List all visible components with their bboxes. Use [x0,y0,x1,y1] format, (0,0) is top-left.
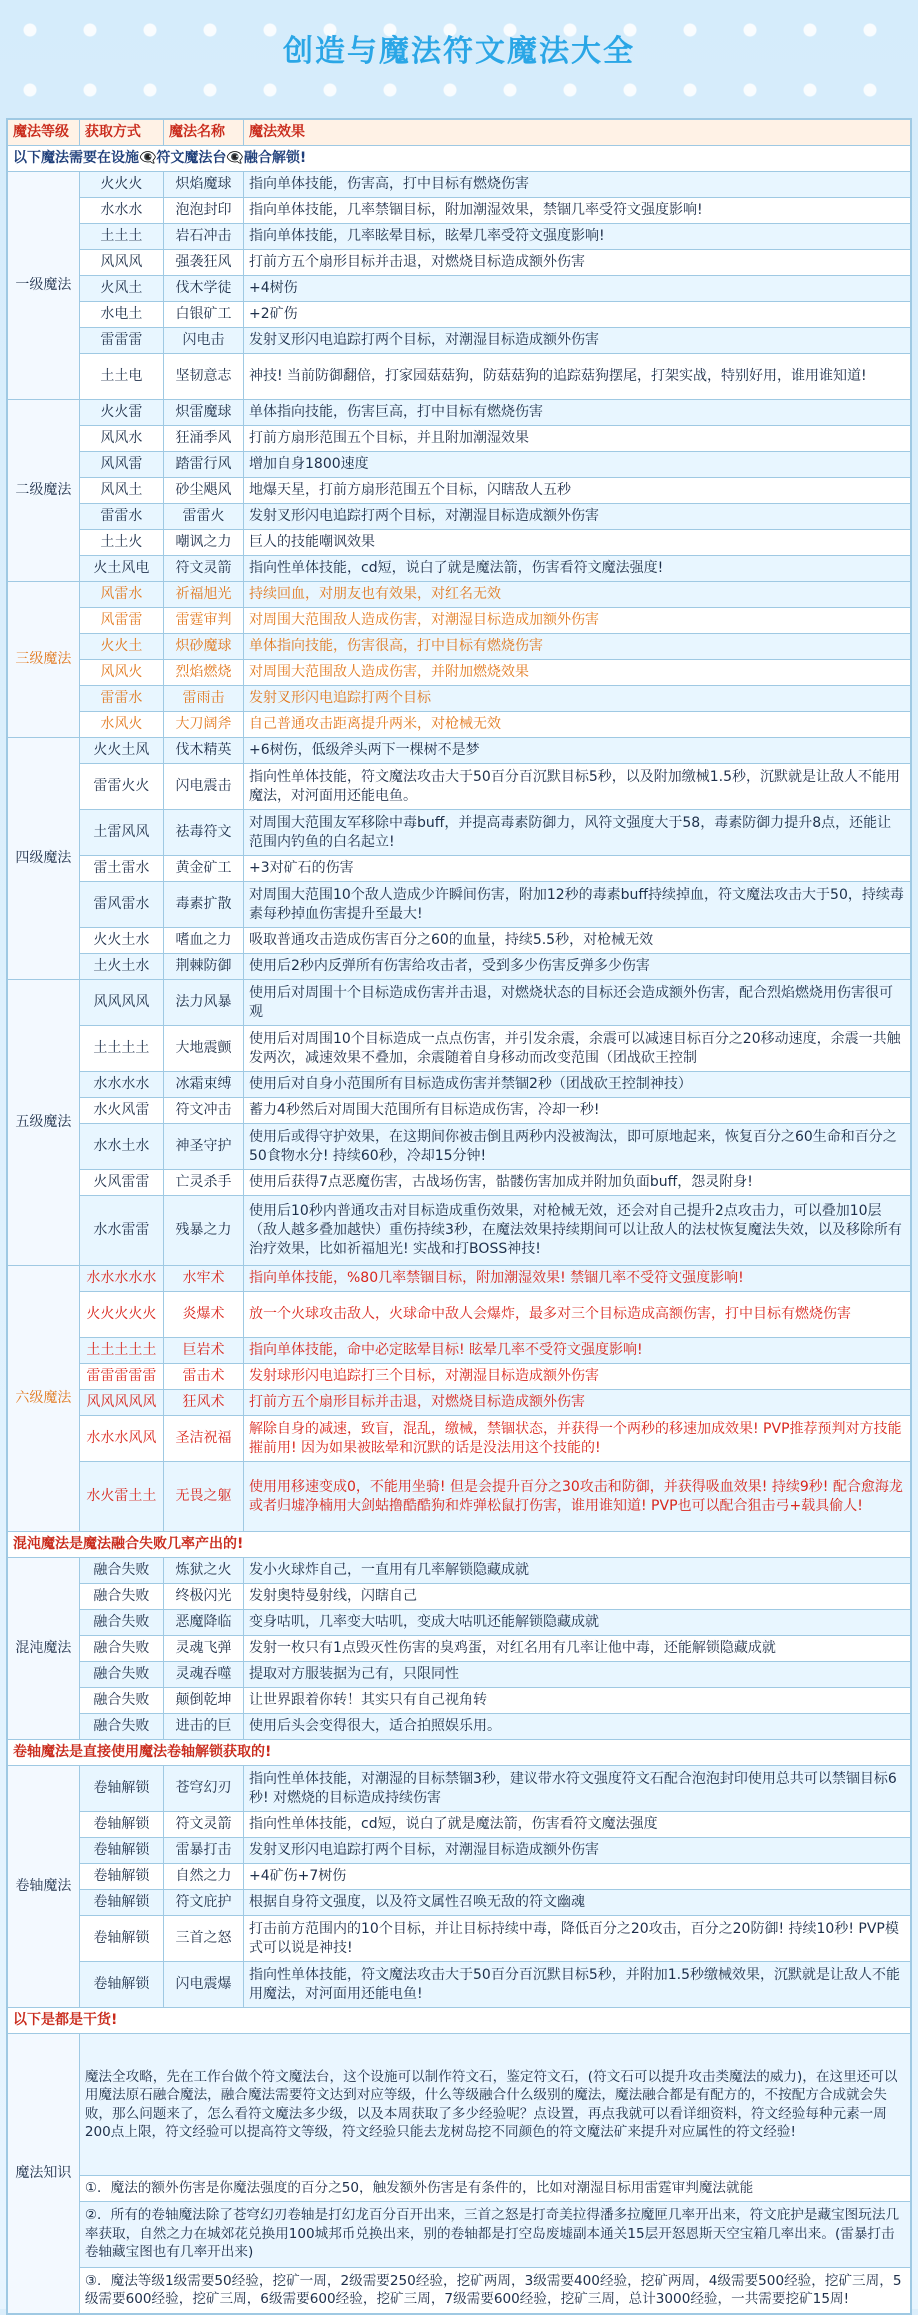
spell-name-cell: 灵魂吞噬 [163,1662,243,1688]
recipe-cell: 风雷水 [79,582,163,608]
recipe-cell: 土土土 [79,224,163,250]
spell-name-cell: 符文庇护 [163,1890,243,1916]
recipe-cell: 风风风风 [79,980,163,1026]
spell-name-cell: 炎爆术 [163,1292,243,1338]
spell-effect-cell: 指向单体技能，几率眩晕目标，眩晕几率受符文强度影响! [244,224,911,250]
spell-name-cell: 祛毒符文 [163,810,243,856]
spell-effect-cell: 发射叉形闪电追踪打两个目标 [244,686,911,712]
spell-effect-cell: 吸取普通攻击造成伤害百分之60的血量，持续5.5秒，对枪械无效 [244,928,911,954]
table-row [8,1766,911,1812]
spell-name-cell: 坚韧意志 [163,354,243,400]
spell-name-cell: 闪电击 [163,328,243,354]
spell-name-cell: 白银矿工 [163,302,243,328]
recipe-cell: 雷雷水 [79,504,163,530]
spell-name-cell: 毒素扩散 [163,882,243,928]
spell-effect-cell: 指向性单体技能，对潮湿的目标禁锢3秒，建议带水符文强度符文石配合泡泡封印使用总共可以禁锢目标6秒! 对燃烧的目标造成持续伤害 [244,1766,911,1812]
table-row [8,1124,911,1170]
table-row [8,1890,911,1916]
knowledge-row [8,2201,911,2267]
knowledge-paragraph: ②．所有的卷轴魔法除了苍穹幻刃卷轴是打幻龙百分百开出来，三首之怒是打奇美拉得潘多拉魔匣几率开出来，符文庇护是藏宝图玩法几率获取，自然之力在城郊花兑换用100城邦币兑换出来，别的卷轴都是打空岛废墟副本通关15层开怒恩斯天空宝箱几率出来。(雷暴打击卷轴藏宝图也有几率开出来) [79,2201,910,2267]
table-row [8,1292,911,1338]
spell-effect-cell: 巨人的技能嘲讽效果 [244,530,911,556]
spell-name-cell: 炽焰魔球 [163,172,243,198]
section-notice-row [8,1532,911,1558]
spell-effect-cell: 使用后10秒内普通攻击对目标造成重伤效果，对枪械无效，还会对自己提升2点攻击力，可以叠加10层（敌人越多叠加越快）重伤持续3秒，在魔法效果持续期间可以让敌人的法杖恢复魔法失效，以及移除所有治疗效果，比如祈福旭光! 实战和打BOSS神技! [244,1196,911,1266]
spell-name-cell: 嘲讽之力 [163,530,243,556]
spell-name-cell: 恶魔降临 [163,1610,243,1636]
recipe-cell: 水水水风风 [79,1416,163,1462]
spell-effect-cell: 使用后2秒内反弹所有伤害给攻击者，受到多少伤害反弹多少伤害 [244,954,911,980]
knowledge-paragraph: 魔法全攻略，先在工作台做个符文魔法台，这个设施可以制作符文石，鉴定符文石，(符文石可以提升攻击类魔法的威力)，在这里还可以用魔法原石融合魔法，融合魔法需要符文达到对应等级，什么等级融合什么级别的魔法，魔法融合都是有配方的，不按配方合成就会失败，那么问题来了，怎么看符文魔法多少级，以及本周获取了多少经验呢？点设置，再点我就可以看详细资料，符文经验每种元素一周200点上限，符文经验可以提高符文等级，符文经验只能去龙树岛挖不同颜色的符文魔法矿来提升对应属性的符文经验! [79,2034,910,2176]
spell-effect-cell: 单体指向技能，伤害很高，打中目标有燃烧伤害 [244,634,911,660]
recipe-cell: 卷轴解锁 [79,1838,163,1864]
recipe-cell: 风雷雷 [79,608,163,634]
spell-name-cell: 炽雷魔球 [163,400,243,426]
table-row [8,276,911,302]
spell-name-cell: 嗜血之力 [163,928,243,954]
recipe-cell: 雷雷雷 [79,328,163,354]
table-row [8,1462,911,1532]
recipe-cell: 土雷风风 [79,810,163,856]
spell-name-cell: 岩石冲击 [163,224,243,250]
spell-name-cell: 符文灵箭 [163,556,243,582]
knowledge-paragraph: ③．魔法等级1级需要50经验，挖矿一周，2级需要250经验，挖矿两周，3级需要400经验，挖矿两周，4级需要500经验，挖矿三周，5级需要600经验，挖矿三周，6级需要600经验，挖矿三周，7级需要600经验，挖矿三周，总计3000经验，一共需要挖矿15周! [79,2267,910,2313]
spell-effect-cell: +4矿伤+7树伤 [244,1864,911,1890]
recipe-cell: 水电土 [79,302,163,328]
spell-name-cell: 伐木精英 [163,738,243,764]
table-row [8,1558,911,1584]
recipe-cell: 风风水 [79,426,163,452]
spell-effect-cell: 打前方扇形范围五个目标，并且附加潮湿效果 [244,426,911,452]
recipe-cell: 火火火火火 [79,1292,163,1338]
spell-effect-cell: 地爆天星，打前方扇形范围五个目标，闪瞎敌人五秒 [244,478,911,504]
header-method: 获取方式 [79,120,163,146]
table-row [8,1416,911,1462]
table-row [8,530,911,556]
table-row [8,250,911,276]
spell-name-cell: 巨岩术 [163,1338,243,1364]
spell-name-cell: 狂涌季风 [163,426,243,452]
recipe-cell: 水水水水水 [79,1266,163,1292]
table-row [8,1584,911,1610]
table-row [8,882,911,928]
spell-effect-cell: 打击前方范围内的10个目标，并让目标持续中毒，降低百分之20攻击，百分之20防御! 持续10秒! PVP模式可以说是神技! [244,1916,911,1962]
spell-name-cell: 冰霜束缚 [163,1072,243,1098]
spell-name-cell: 黄金矿工 [163,856,243,882]
recipe-cell: 火火雷 [79,400,163,426]
spell-name-cell: 灵魂飞弹 [163,1636,243,1662]
recipe-cell: 卷轴解锁 [79,1916,163,1962]
spell-name-cell: 雷暴打击 [163,1838,243,1864]
recipe-cell: 火火土水 [79,928,163,954]
table-row [8,1196,911,1266]
recipe-cell: 卷轴解锁 [79,1962,163,2008]
spell-name-cell: 大地震颤 [163,1026,243,1072]
spell-name-cell: 三首之怒 [163,1916,243,1962]
spell-effect-cell: 对周围大范围10个敌人造成少许瞬间伤害，附加12秒的毒素buff持续掉血，符文魔法攻击大于50，持续毒素每秒掉血伤害提升至最大! [244,882,911,928]
recipe-cell: 水水水 [79,198,163,224]
tier-label: 一级魔法 [8,172,80,400]
table-row [8,1714,911,1740]
tier-label: 六级魔法 [8,1266,80,1532]
recipe-cell: 卷轴解锁 [79,1864,163,1890]
recipe-cell: 水水雷雷 [79,1196,163,1266]
table-row [8,426,911,452]
magic-table [7,119,911,2314]
table-row [8,686,911,712]
table-row [8,452,911,478]
spell-name-cell: 苍穹幻刃 [163,1766,243,1812]
spell-name-cell: 雷霆审判 [163,608,243,634]
section-notice: 混沌魔法是魔法融合失败几率产出的! [8,1532,911,1558]
spell-effect-cell: 发射球形闪电追踪打三个目标，对潮湿目标造成额外伤害 [244,1364,911,1390]
recipe-cell: 火土风电 [79,556,163,582]
spell-name-cell: 荆棘防御 [163,954,243,980]
magic-table-container [6,118,912,2315]
recipe-cell: 雷雷水 [79,686,163,712]
recipe-cell: 土火土水 [79,954,163,980]
table-row [8,556,911,582]
spell-name-cell: 符文灵箭 [163,1812,243,1838]
table-row [8,1390,911,1416]
recipe-cell: 风风风风风 [79,1390,163,1416]
table-row [8,738,911,764]
recipe-cell: 卷轴解锁 [79,1812,163,1838]
table-row [8,1636,911,1662]
recipe-cell: 融合失败 [79,1636,163,1662]
recipe-cell: 火风雷雷 [79,1170,163,1196]
table-row [8,856,911,882]
recipe-cell: 水水土水 [79,1124,163,1170]
table-row [8,764,911,810]
spell-effect-cell: 指向单体技能，命中必定眩晕目标! 眩晕几率不受符文强度影响! [244,1338,911,1364]
spell-name-cell: 狂风术 [163,1390,243,1416]
spell-effect-cell: 发射叉形闪电追踪打两个目标，对潮湿目标造成额外伤害 [244,504,911,530]
table-row [8,1864,911,1890]
recipe-cell: 土土火 [79,530,163,556]
spell-name-cell: 亡灵杀手 [163,1170,243,1196]
spell-effect-cell: 打前方五个扇形目标并击退，对燃烧目标造成额外伤害 [244,250,911,276]
spell-effect-cell: 指向单体技能，伤害高，打中目标有燃烧伤害 [244,172,911,198]
spell-effect-cell: 变身咕叽，几率变大咕叽，变成大咕叽还能解锁隐藏成就 [244,1610,911,1636]
spell-name-cell: 水牢术 [163,1266,243,1292]
section-notice-row [8,146,911,172]
spell-effect-cell: +4树伤 [244,276,911,302]
spell-name-cell: 烈焰燃烧 [163,660,243,686]
spell-effect-cell: 对周围大范围敌人造成伤害，并附加燃烧效果 [244,660,911,686]
section-notice-row [8,2008,911,2034]
spell-effect-cell: 发射叉形闪电追踪打两个目标，对潮湿目标造成额外伤害 [244,328,911,354]
spell-effect-cell: 放一个火球攻击敌人，火球命中敌人会爆炸，最多对三个目标造成高额伤害，打中目标有燃烧伤害 [244,1292,911,1338]
spell-name-cell: 踏雷行风 [163,452,243,478]
spell-effect-cell: 发小火球炸自己，一直用有几率解锁隐藏成就 [244,1558,911,1584]
table-row [8,582,911,608]
recipe-cell: 融合失败 [79,1662,163,1688]
spell-effect-cell: 增加自身1800速度 [244,452,911,478]
section-notice: 以下是都是干货! [8,2008,911,2034]
header-name: 魔法名称 [163,120,243,146]
table-body [8,146,911,2314]
spell-name-cell: 闪电震击 [163,764,243,810]
spell-effect-cell: 使用后对周围10个目标造成一点点伤害，并引发余震，余震可以减速目标百分之20移动速度，余震一共触发两次，减速效果不叠加，余震随着自身移动而改变范围（团战砍王控制 [244,1026,911,1072]
knowledge-row [8,2176,911,2202]
recipe-cell: 融合失败 [79,1558,163,1584]
spell-effect-cell: 对周围大范围友军移除中毒buff，并提高毒素防御力，风符文强度大于58，毒素防御力提升8点，还能让范围内钓鱼的白名起立! [244,810,911,856]
table-row [8,504,911,530]
spell-effect-cell: 使用用移速变成0，不能用坐骑! 但是会提升百分之30攻击和防御，并获得吸血效果! 持续9秒! 配合愈海龙或者归墟净楠用大剑蛄撸酷酷狗和炸弹松鼠打伤害，谁用谁知道! PVP也可以配合狙击弓+载具偷人! [244,1462,911,1532]
header-effect: 魔法效果 [244,120,911,146]
table-row [8,328,911,354]
recipe-cell: 融合失败 [79,1714,163,1740]
spell-effect-cell: 使用后头会变得很大，适合拍照娱乐用。 [244,1714,911,1740]
recipe-cell: 土土电 [79,354,163,400]
spell-name-cell: 终极闪光 [163,1584,243,1610]
spell-effect-cell: 指向性单体技能，符文魔法攻击大于50百分百沉默目标5秒，以及附加缴械1.5秒，沉默就是让敌人不能用魔法，对河面用还能电鱼。 [244,764,911,810]
tier-label: 四级魔法 [8,738,80,980]
table-row [8,1364,911,1390]
tier-label: 三级魔法 [8,582,80,738]
spell-name-cell: 无畏之躯 [163,1462,243,1532]
tier-label: 混沌魔法 [8,1558,80,1740]
spell-effect-cell: 指向单体技能，几率禁锢目标，附加潮湿效果，禁锢几率受符文强度影响! [244,198,911,224]
recipe-cell: 水水水水 [79,1072,163,1098]
spell-effect-cell: 发射奥特曼射线，闪瞎自己 [244,1584,911,1610]
table-row [8,1688,911,1714]
spell-name-cell: 强袭狂风 [163,250,243,276]
spell-effect-cell: 使用后对周围十个目标造成伤害并击退，对燃烧状态的目标还会造成额外伤害，配合烈焰燃烧用伤害很可观 [244,980,911,1026]
table-header-row [8,120,911,146]
table-row [8,1662,911,1688]
table-row [8,980,911,1026]
spell-effect-cell: 发射一枚只有1点毁灭性伤害的臭鸡蛋，对红名用有几率让他中毒，还能解锁隐藏成就 [244,1636,911,1662]
recipe-cell: 土土土土 [79,1026,163,1072]
spell-effect-cell: 自己普通攻击距离提升两米，对枪械无效 [244,712,911,738]
recipe-cell: 火火火 [79,172,163,198]
recipe-cell: 风风土 [79,478,163,504]
spell-effect-cell: 蓄力4秒然后对周围大范围所有目标造成伤害，冷却一秒! [244,1098,911,1124]
spell-effect-cell: 对周围大范围敌人造成伤害，对潮湿目标造成加额外伤害 [244,608,911,634]
table-row [8,608,911,634]
table-row [8,810,911,856]
section-notice: 卷轴魔法是直接使用魔法卷轴解锁获取的! [8,1740,911,1766]
spell-name-cell: 雷雨击 [163,686,243,712]
table-row [8,354,911,400]
table-row [8,1812,911,1838]
spell-effect-cell: 指向性单体技能，cd短，说白了就是魔法箭，伤害看符文魔法强度 [244,1812,911,1838]
spell-name-cell: 符文冲击 [163,1098,243,1124]
recipe-cell: 雷雷雷雷雷 [79,1364,163,1390]
spell-name-cell: 闪电震爆 [163,1962,243,2008]
recipe-cell: 火火土 [79,634,163,660]
spell-effect-cell: 使用后获得7点恶魔伤害，古战场伤害，骷髅伤害加成并附加负面buff，怨灵附身! [244,1170,911,1196]
spell-effect-cell: +6树伤，低级斧头两下一棵树不是梦 [244,738,911,764]
recipe-cell: 雷风雷水 [79,882,163,928]
spell-name-cell: 自然之力 [163,1864,243,1890]
table-row [8,660,911,686]
table-row [8,1266,911,1292]
page-title: 创造与魔法符文魔法大全 [283,34,635,69]
table-row [8,634,911,660]
spell-effect-cell: 单体指向技能，伤害巨高，打中目标有燃烧伤害 [244,400,911,426]
knowledge-row [8,2034,911,2176]
recipe-cell: 卷轴解锁 [79,1766,163,1812]
table-row [8,928,911,954]
recipe-cell: 水火风雷 [79,1098,163,1124]
section-notice-row [8,1740,911,1766]
recipe-cell: 融合失败 [79,1688,163,1714]
table-row [8,1610,911,1636]
spell-name-cell: 神圣守护 [163,1124,243,1170]
table-row [8,954,911,980]
table-row [8,712,911,738]
table-row [8,1098,911,1124]
table-row [8,400,911,426]
recipe-cell: 雷土雷水 [79,856,163,882]
recipe-cell: 风风雷 [79,452,163,478]
spell-effect-cell: 提取对方服装据为己有，只限同性 [244,1662,911,1688]
spell-effect-cell: 打前方五个扇形目标并击退，对燃烧目标造成额外伤害 [244,1390,911,1416]
recipe-cell: 水风火 [79,712,163,738]
recipe-cell: 水火雷土土 [79,1462,163,1532]
recipe-cell: 火火土风 [79,738,163,764]
table-row [8,172,911,198]
header-tier: 魔法等级 [8,120,80,146]
spell-name-cell: 炽砂魔球 [163,634,243,660]
spell-effect-cell: 让世界跟着你转！其实只有自己视角转 [244,1688,911,1714]
table-row [8,1838,911,1864]
recipe-cell: 火风土 [79,276,163,302]
table-row [8,478,911,504]
spell-effect-cell: 使用后或得守护效果，在这期间你被击倒且两秒内没被淘汰，即可原地起来，恢复百分之60生命和百分之50食物水分! 持续60秒，冷却15分钟! [244,1124,911,1170]
spell-effect-cell: 发射叉形闪电追踪打两个目标，对潮湿目标造成额外伤害 [244,1838,911,1864]
spell-name-cell: 雷雷火 [163,504,243,530]
spell-effect-cell: 持续回血，对朋友也有效果，对红名无效 [244,582,911,608]
section-notice: 以下魔法需要在设施👁‍🗨符文魔法台👁‍🗨融合解锁! [8,146,911,172]
table-row [8,1916,911,1962]
recipe-cell: 融合失败 [79,1584,163,1610]
knowledge-row [8,2267,911,2313]
spell-name-cell: 大刀阔斧 [163,712,243,738]
table-row [8,198,911,224]
recipe-cell: 风风风 [79,250,163,276]
table-row [8,1962,911,2008]
recipe-cell: 土土土土土 [79,1338,163,1364]
tier-label: 卷轴魔法 [8,1766,80,2008]
table-row [8,1170,911,1196]
table-row [8,1338,911,1364]
recipe-cell: 卷轴解锁 [79,1890,163,1916]
tier-label: 二级魔法 [8,400,80,582]
table-row [8,302,911,328]
spell-effect-cell: 指向性单体技能，cd短，说白了就是魔法箭，伤害看符文魔法强度! [244,556,911,582]
tier-label: 五级魔法 [8,980,80,1266]
knowledge-paragraph: ①．魔法的额外伤害是你魔法强度的百分之50，触发额外伤害是有条件的，比如对潮湿目标用雷霆审判魔法就能 [79,2176,910,2202]
table-row [8,224,911,250]
spell-name-cell: 泡泡封印 [163,198,243,224]
spell-name-cell: 炼狱之火 [163,1558,243,1584]
spell-name-cell: 祈福旭光 [163,582,243,608]
spell-effect-cell: 解除自身的减速，致盲，混乱，缴械，禁锢状态，并获得一个两秒的移速加成效果! PVP推荐预判对方技能摧前用! 因为如果被眩晕和沉默的话是没法用这个技能的! [244,1416,911,1462]
spell-name-cell: 雷击术 [163,1364,243,1390]
spell-effect-cell: 指向单体技能，%80几率禁锢目标，附加潮湿效果! 禁锢几率不受符文强度影响! [244,1266,911,1292]
recipe-cell: 雷雷火火 [79,764,163,810]
table-row [8,1026,911,1072]
spell-name-cell: 圣洁祝福 [163,1416,243,1462]
spell-name-cell: 残暴之力 [163,1196,243,1266]
spell-effect-cell: 使用后对自身小范围所有目标造成伤害并禁锢2秒（团战砍王控制神技） [244,1072,911,1098]
spell-name-cell: 砂尘飓风 [163,478,243,504]
spell-effect-cell: 指向性单体技能，符文魔法攻击大于50百分百沉默目标5秒，并附加1.5秒缴械效果，沉默就是让敌人不能用魔法，对河面用还能电鱼! [244,1962,911,2008]
spell-name-cell: 进击的巨 [163,1714,243,1740]
spell-name-cell: 法力风暴 [163,980,243,1026]
spell-effect-cell: 根据自身符文强度，以及符文属性召唤无敌的符文幽魂 [244,1890,911,1916]
table-row [8,1072,911,1098]
tier-label: 魔法知识 [8,2034,80,2314]
recipe-cell: 风风火 [79,660,163,686]
spell-effect-cell: +3对矿石的伤害 [244,856,911,882]
recipe-cell: 融合失败 [79,1610,163,1636]
spell-effect-cell: 神技! 当前防御翻倍，打家园菇菇狗，防菇菇狗的追踪菇狗摆尾，打架实战，特别好用，谁用谁知道! [244,354,911,400]
spell-effect-cell: +2矿伤 [244,302,911,328]
spell-name-cell: 伐木学徒 [163,276,243,302]
spell-name-cell: 颠倒乾坤 [163,1688,243,1714]
